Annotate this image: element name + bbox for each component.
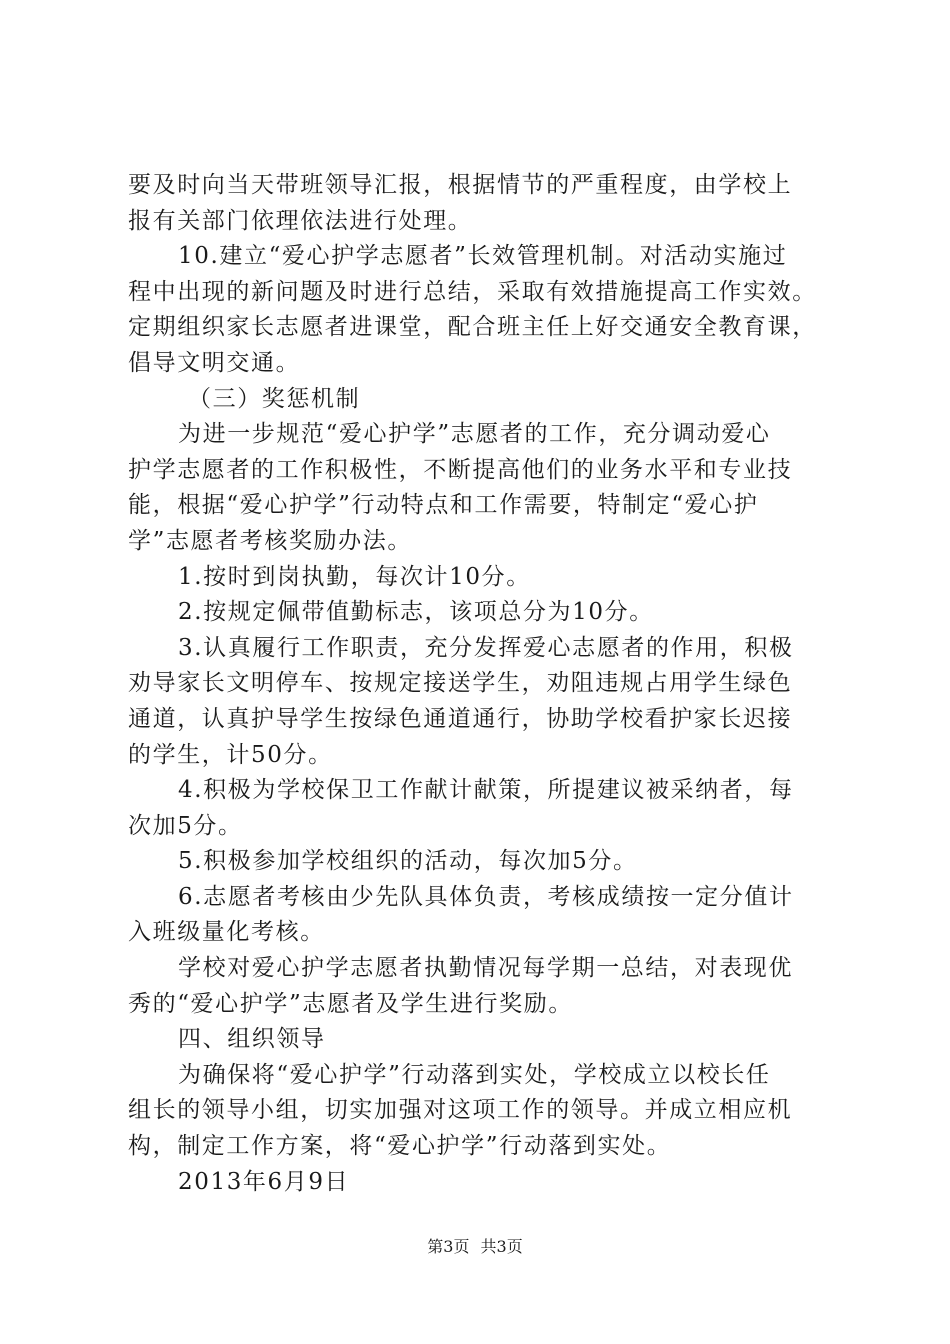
text-line: 学校对爱心护学志愿者执勤情况每学期一总结，对表现优	[178, 955, 793, 982]
list-item: 1.按时到岗执勤，每次计10分。	[178, 563, 531, 590]
section-heading: 四、组织领导	[178, 1026, 326, 1053]
text-line: 的学生，计50分。	[128, 741, 333, 768]
text-line: 构，制定工作方案，将“爱心护学”行动落到实处。	[128, 1133, 672, 1160]
text-line: 能，根据“爱心护学”行动特点和工作需要，特制定“爱心护	[128, 492, 759, 519]
text-line: 10.建立“爱心护学志愿者”长效管理机制。对活动实施过	[178, 243, 788, 270]
page-footer	[0, 1237, 950, 1257]
text-line: 报有关部门依理依法进行处理。	[128, 207, 473, 234]
text-line: 劝导家长文明停车、按规定接送学生，劝阻违规占用学生绿色	[128, 670, 793, 697]
text-line: 秀的“爱心护学”志愿者及学生进行奖励。	[128, 990, 573, 1017]
page-number: 第3页	[427, 1237, 470, 1256]
page-total: 共3页	[480, 1237, 523, 1256]
text-line: 护学志愿者的工作积极性，不断提高他们的业务水平和专业技	[128, 456, 793, 483]
text-line: 定期组织家长志愿者进课堂，配合班主任上好交通安全教育课，	[128, 314, 817, 341]
text-line: 通道，认真护导学生按绿色通道通行，协助学校看护家长迟接	[128, 705, 793, 732]
list-item: 5.积极参加学校组织的活动，每次加5分。	[178, 848, 638, 875]
list-item: 2.按规定佩带值勤标志，该项总分为10分。	[178, 599, 654, 626]
text-line: 为确保将“爱心护学”行动落到实处，学校成立以校长任	[178, 1061, 771, 1088]
list-item: 6.志愿者考核由少先队具体负责，考核成绩按一定分值计	[178, 883, 794, 910]
text-line: 程中出现的新问题及时进行总结，采取有效措施提高工作实效。	[128, 278, 817, 305]
text-line: 次加5分。	[128, 812, 243, 839]
text-line: 倡导文明交通。	[128, 349, 301, 376]
text-line: 组长的领导小组，切实加强对这项工作的领导。并成立相应机	[128, 1097, 793, 1124]
list-item: 4.积极为学校保卫工作献计献策，所提建议被采纳者，每	[178, 777, 794, 804]
text-line: 入班级量化考核。	[128, 919, 325, 946]
document-body	[128, 168, 834, 1200]
list-item: 3.认真履行工作职责，充分发挥爱心志愿者的作用，积极	[178, 634, 794, 661]
text-line: 学”志愿者考核奖励办法。	[128, 527, 412, 554]
text-line: 要及时向当天带班领导汇报，根据情节的严重程度，由学校上	[128, 172, 793, 198]
document-date: 2013年6月9日	[178, 1168, 350, 1195]
section-heading: （三）奖惩机制	[188, 385, 361, 412]
text-line: 为进一步规范“爱心护学”志愿者的工作，充分调动爱心	[178, 421, 771, 448]
